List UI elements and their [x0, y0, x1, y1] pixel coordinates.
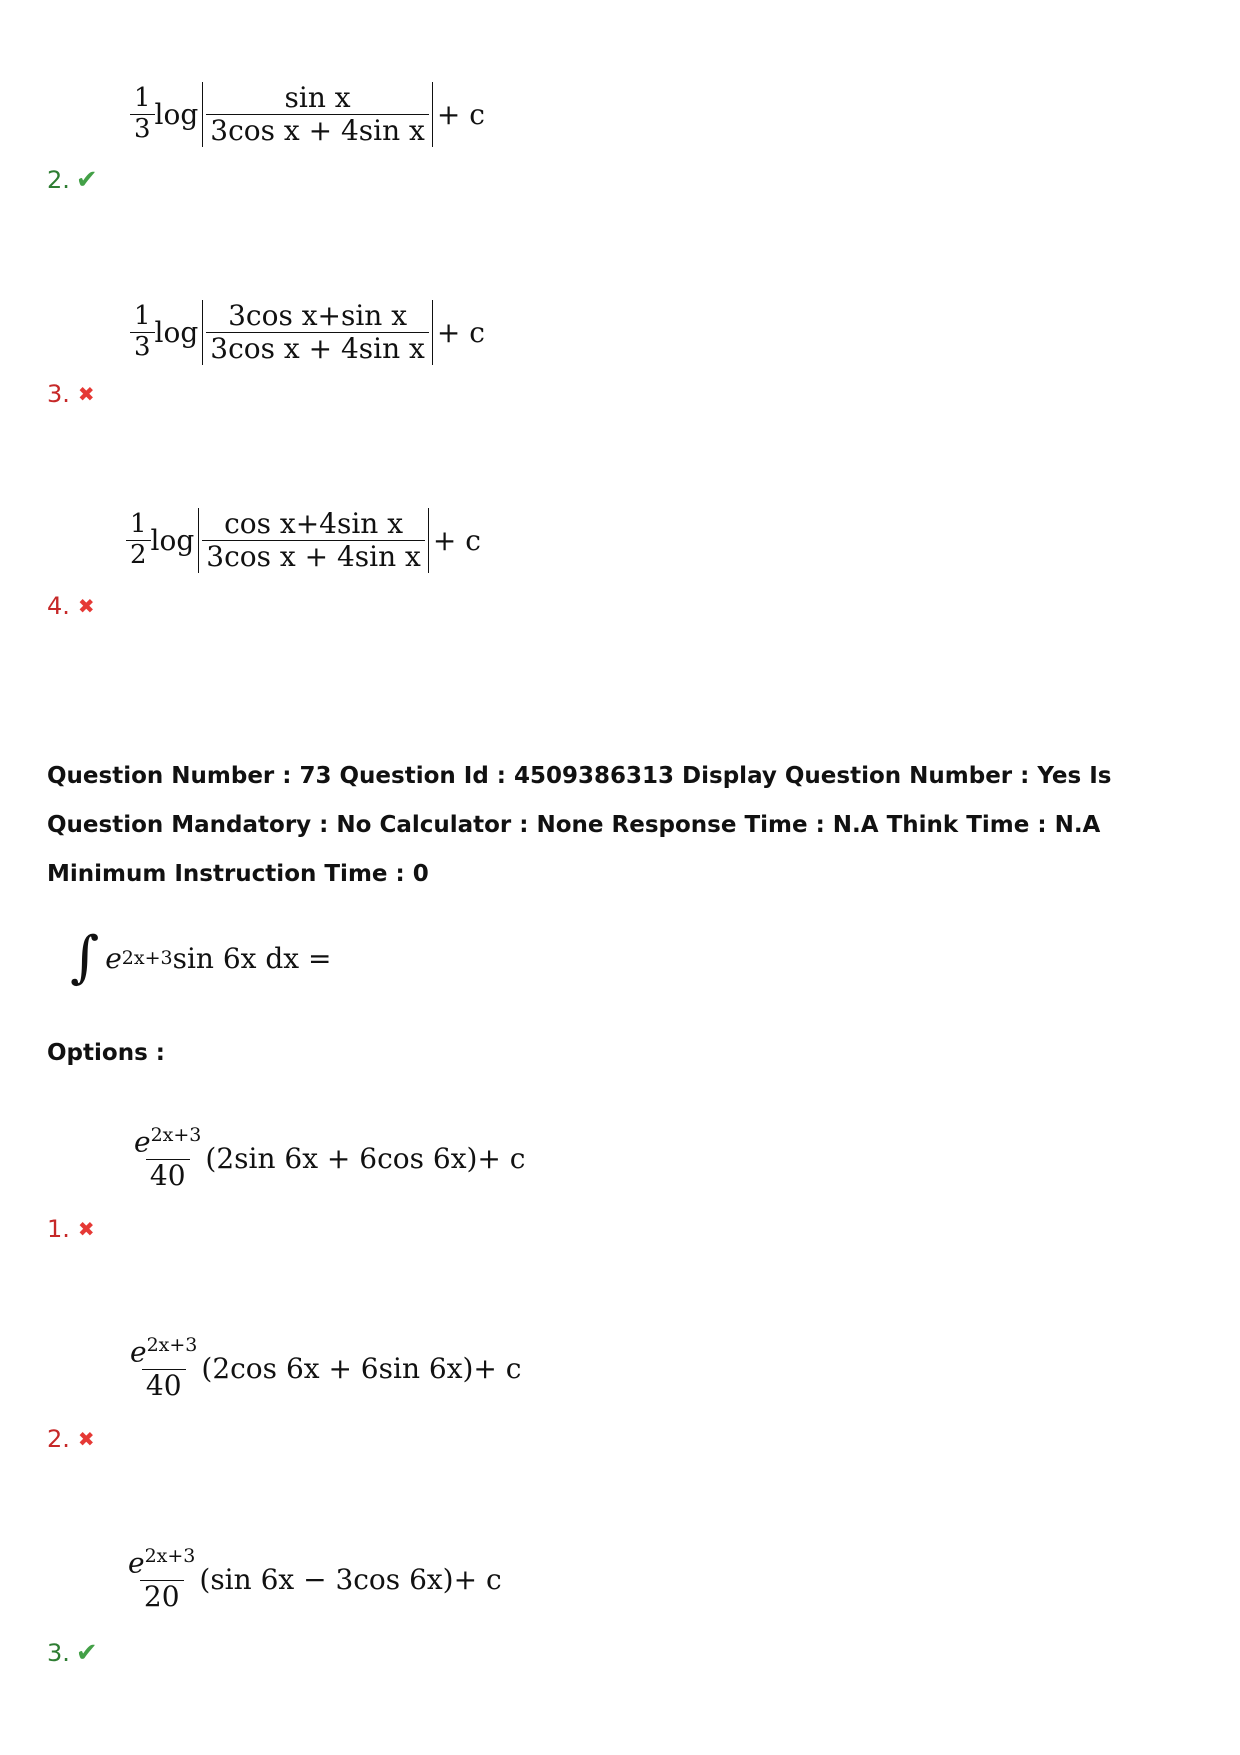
- coef-fraction: $\frac{1}{2}$: [126, 510, 151, 571]
- coef-fraction: $\frac{e^{2x+3}}{40}$: [130, 1334, 198, 1402]
- coef-fraction: $\frac{e^{2x+3}}{20}$: [128, 1545, 196, 1613]
- option-number: 4. ✖: [47, 592, 95, 620]
- question-metadata: Question Number : 73 Question Id : 4509386313 Display Question Number : Yes Is Question Mandatory : No Calculator : None Response Time : N.A Think Time : N.A Minimum Instruction Time : 0: [47, 763, 1112, 887]
- option-number: 2. ✔: [47, 165, 98, 195]
- option-2-math: [126, 1335, 521, 1402]
- abs-value: [202, 82, 433, 147]
- options-label: Options :: [47, 1040, 165, 1066]
- abs-value: [198, 508, 429, 573]
- cross-icon: ✖: [77, 382, 95, 406]
- cross-icon: ✖: [77, 594, 95, 618]
- exp-base: e: [105, 941, 122, 975]
- option-body: (sin 6x − 3cos 6x)+ c: [199, 1562, 502, 1596]
- option-number: 3. ✖: [47, 380, 95, 408]
- option-number: 2. ✖: [47, 1425, 95, 1453]
- prev-option-4-math: [126, 508, 481, 573]
- question-expression: [70, 925, 332, 990]
- option-number: 1. ✖: [47, 1215, 95, 1243]
- abs-value: [202, 300, 433, 365]
- arg-fraction: $\frac{\text{cos x+4sin x}}{\text{3cos x + 4sin x}}$: [202, 508, 425, 573]
- integral-sign: ∫: [70, 925, 100, 990]
- coef-fraction: $\frac{1}{3}$: [130, 84, 155, 145]
- coef-fraction: $\frac{1}{3}$: [130, 302, 155, 363]
- arg-fraction: $\frac{\text{sin x}}{\text{3cos x + 4sin x}}$: [206, 82, 429, 147]
- cross-icon: ✖: [77, 1427, 95, 1451]
- cross-icon: ✖: [77, 1217, 95, 1241]
- prev-option-2-math: [130, 82, 485, 147]
- option-1-math: [130, 1125, 525, 1192]
- arg-fraction: $\frac{\text{3cos x+sin x}}{\text{3cos x + 4sin x}}$: [206, 300, 429, 365]
- option-body: (2cos 6x + 6sin 6x)+ c: [201, 1351, 522, 1385]
- check-icon: ✔: [75, 1638, 98, 1668]
- log-func: log: [154, 98, 199, 132]
- constant: + c: [432, 524, 481, 558]
- prev-option-3-math: [130, 300, 485, 365]
- constant: + c: [436, 316, 485, 350]
- option-3-math: [124, 1546, 502, 1613]
- log-func: log: [150, 524, 195, 558]
- coef-fraction: $\frac{e^{2x+3}}{40}$: [134, 1124, 202, 1192]
- check-icon: ✔: [75, 165, 98, 195]
- exponent: 2x+3: [121, 947, 173, 969]
- option-number: 3. ✔: [47, 1638, 98, 1668]
- log-func: log: [154, 316, 199, 350]
- constant: + c: [436, 98, 485, 132]
- integrand-rest: sin 6x dx =: [172, 941, 332, 975]
- option-body: (2sin 6x + 6cos 6x)+ c: [205, 1141, 526, 1175]
